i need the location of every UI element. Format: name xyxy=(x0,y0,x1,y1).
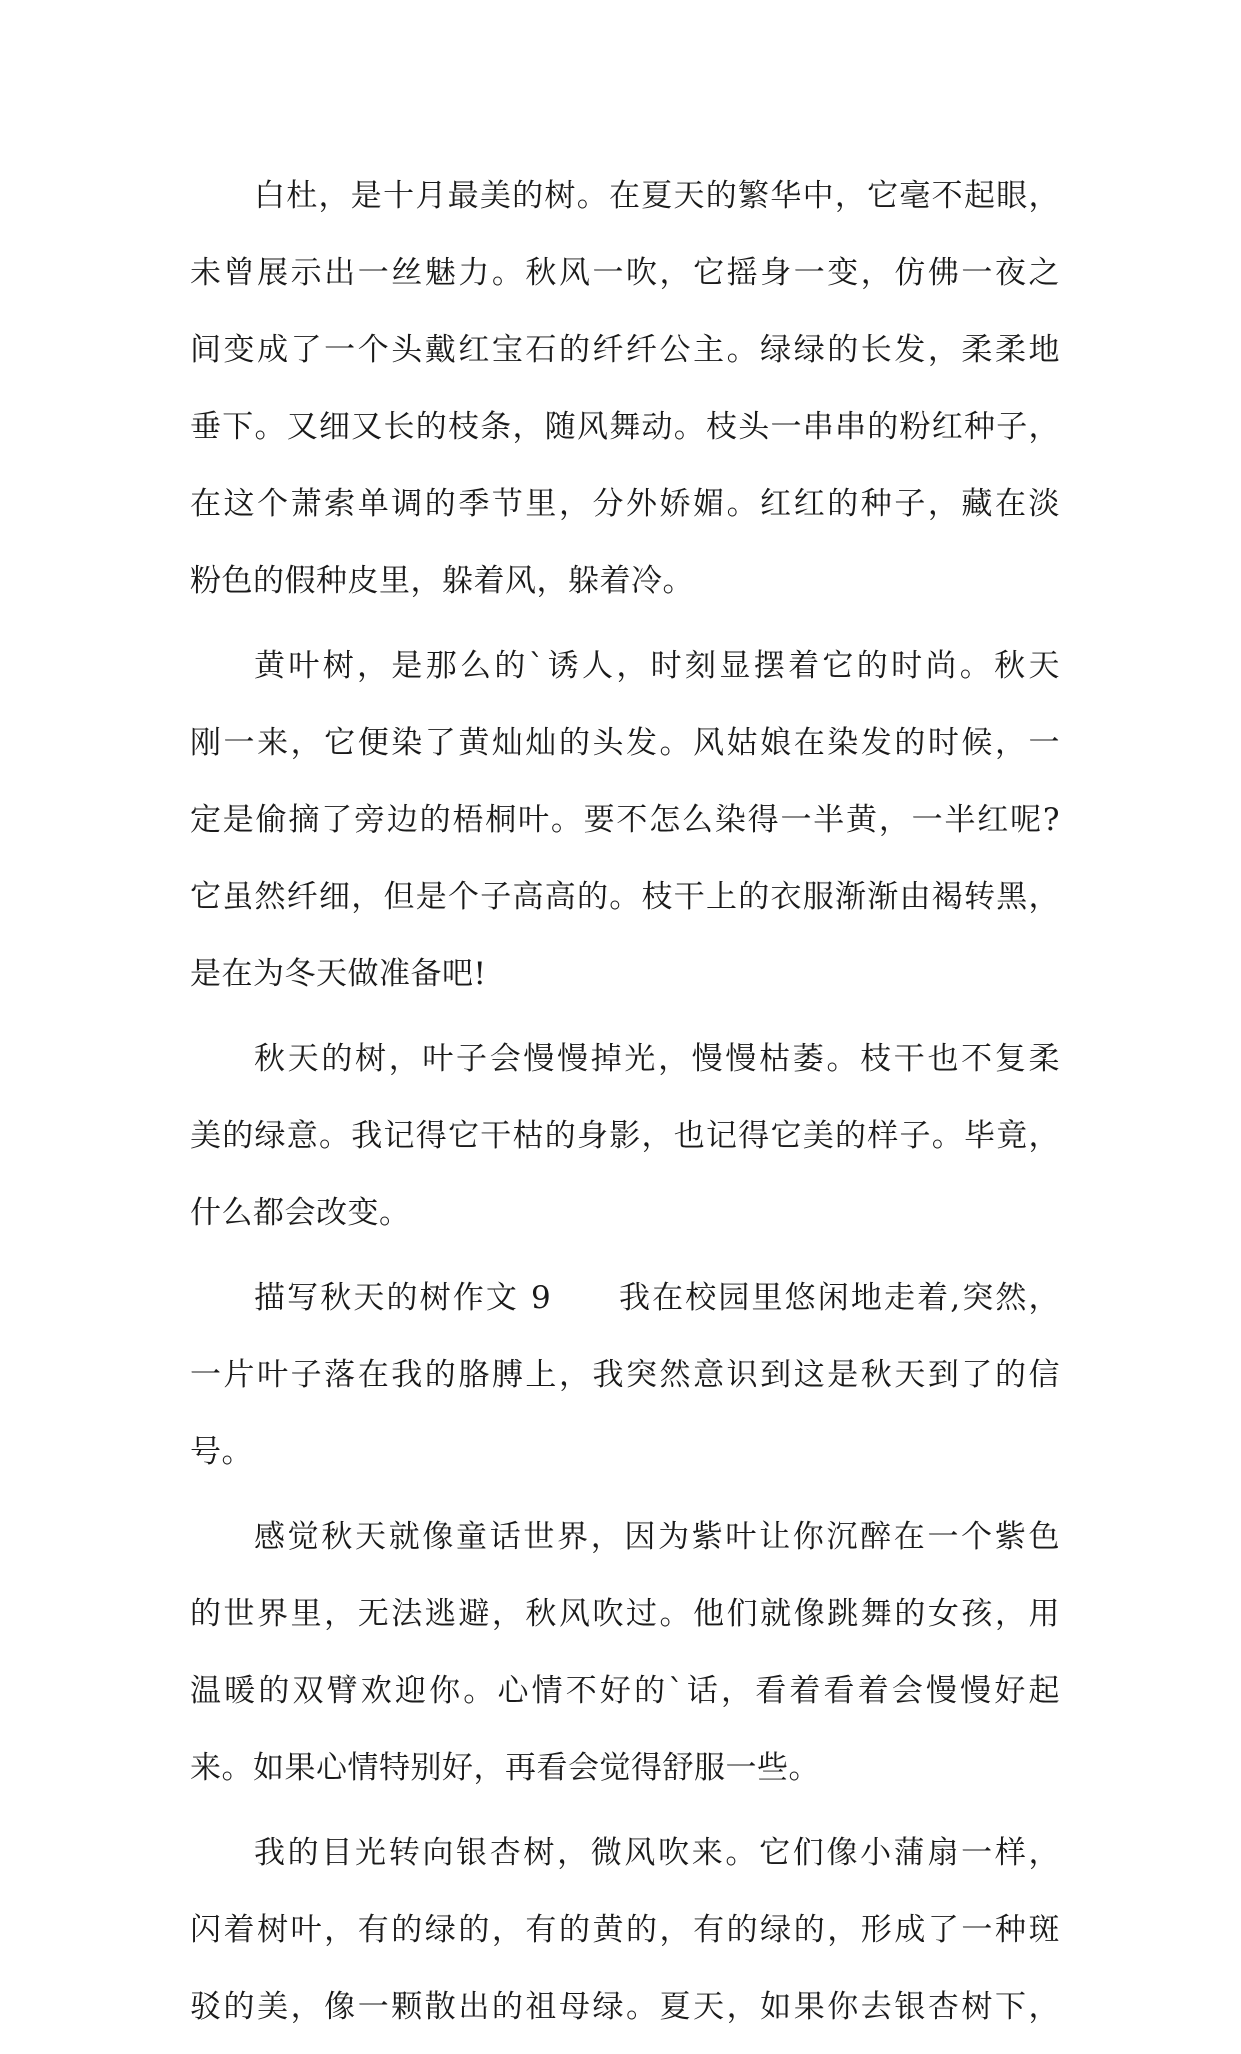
text-line: 粉色的假种皮里，躲着风，躲着冷。 xyxy=(190,563,694,599)
text-line: 描写秋天的树作文 9 我在校园里悠闲地走着,突然， xyxy=(254,1280,1060,1316)
text-line: 是在为冬天做准备吧! xyxy=(190,956,487,992)
text-line: 感觉秋天就像童话世界，因为紫叶让你沉醉在一个紫色 xyxy=(254,1519,1060,1555)
paragraph-ginkgo xyxy=(190,1815,1060,2046)
text-line: 一片叶子落在我的胳膊上，我突然意识到这是秋天到了的信 xyxy=(190,1357,1060,1393)
paragraph-autumn-tree xyxy=(190,1021,1060,1252)
text-line: 未曾展示出一丝魅力。秋风一吹，它摇身一变，仿佛一夜之 xyxy=(190,255,1060,291)
paragraph-yellow-leaf-tree xyxy=(190,628,1060,1013)
text-line: 白杜，是十月最美的树。在夏天的繁华中，它毫不起眼， xyxy=(254,178,1060,214)
text-line: 秋天的树，叶子会慢慢掉光，慢慢枯萎。枝干也不复柔 xyxy=(254,1041,1060,1077)
text-line: 刚一来，它便染了黄灿灿的头发。风姑娘在染发的时候，一 xyxy=(190,725,1060,761)
text-line: 来。如果心情特别好，再看会觉得舒服一些。 xyxy=(190,1750,820,1786)
paragraph-baidu xyxy=(190,158,1060,620)
text-line: 定是偷摘了旁边的梧桐叶。要不怎么染得一半黄，一半红呢? xyxy=(190,802,1060,838)
text-line: 号。 xyxy=(190,1434,253,1470)
text-line: 它虽然纤细，但是个子高高的。枝干上的衣服渐渐由褐转黑， xyxy=(190,879,1060,915)
text-line: 什么都会改变。 xyxy=(190,1195,411,1231)
paragraph-fairy-tale xyxy=(190,1499,1060,1807)
text-line: 闪着树叶，有的绿的，有的黄的，有的绿的，形成了一种斑 xyxy=(190,1912,1060,1948)
text-line: 驳的美，像一颗散出的祖母绿。夏天，如果你去银杏树下， xyxy=(190,1989,1060,2025)
document-body xyxy=(190,158,1060,2054)
text-line: 黄叶树，是那么的`诱人，时刻显摆着它的时尚。秋天 xyxy=(254,648,1060,684)
text-line: 在这个萧索单调的季节里，分外娇媚。红红的种子，藏在淡 xyxy=(190,486,1060,522)
text-line: 美的绿意。我记得它干枯的身影，也记得它美的样子。毕竟， xyxy=(190,1118,1060,1154)
text-line: 我的目光转向银杏树，微风吹来。它们像小蒲扇一样， xyxy=(254,1835,1060,1871)
text-line: 间变成了一个头戴红宝石的纤纤公主。绿绿的长发，柔柔地 xyxy=(190,332,1060,368)
text-line: 温暖的双臂欢迎你。心情不好的`话，看着看着会慢慢好起 xyxy=(190,1673,1060,1709)
paragraph-essay-9 xyxy=(190,1260,1060,1491)
text-line: 垂下。又细又长的枝条，随风舞动。枝头一串串的粉红种子， xyxy=(190,409,1060,445)
text-line: 的世界里，无法逃避，秋风吹过。他们就像跳舞的女孩，用 xyxy=(190,1596,1060,1632)
